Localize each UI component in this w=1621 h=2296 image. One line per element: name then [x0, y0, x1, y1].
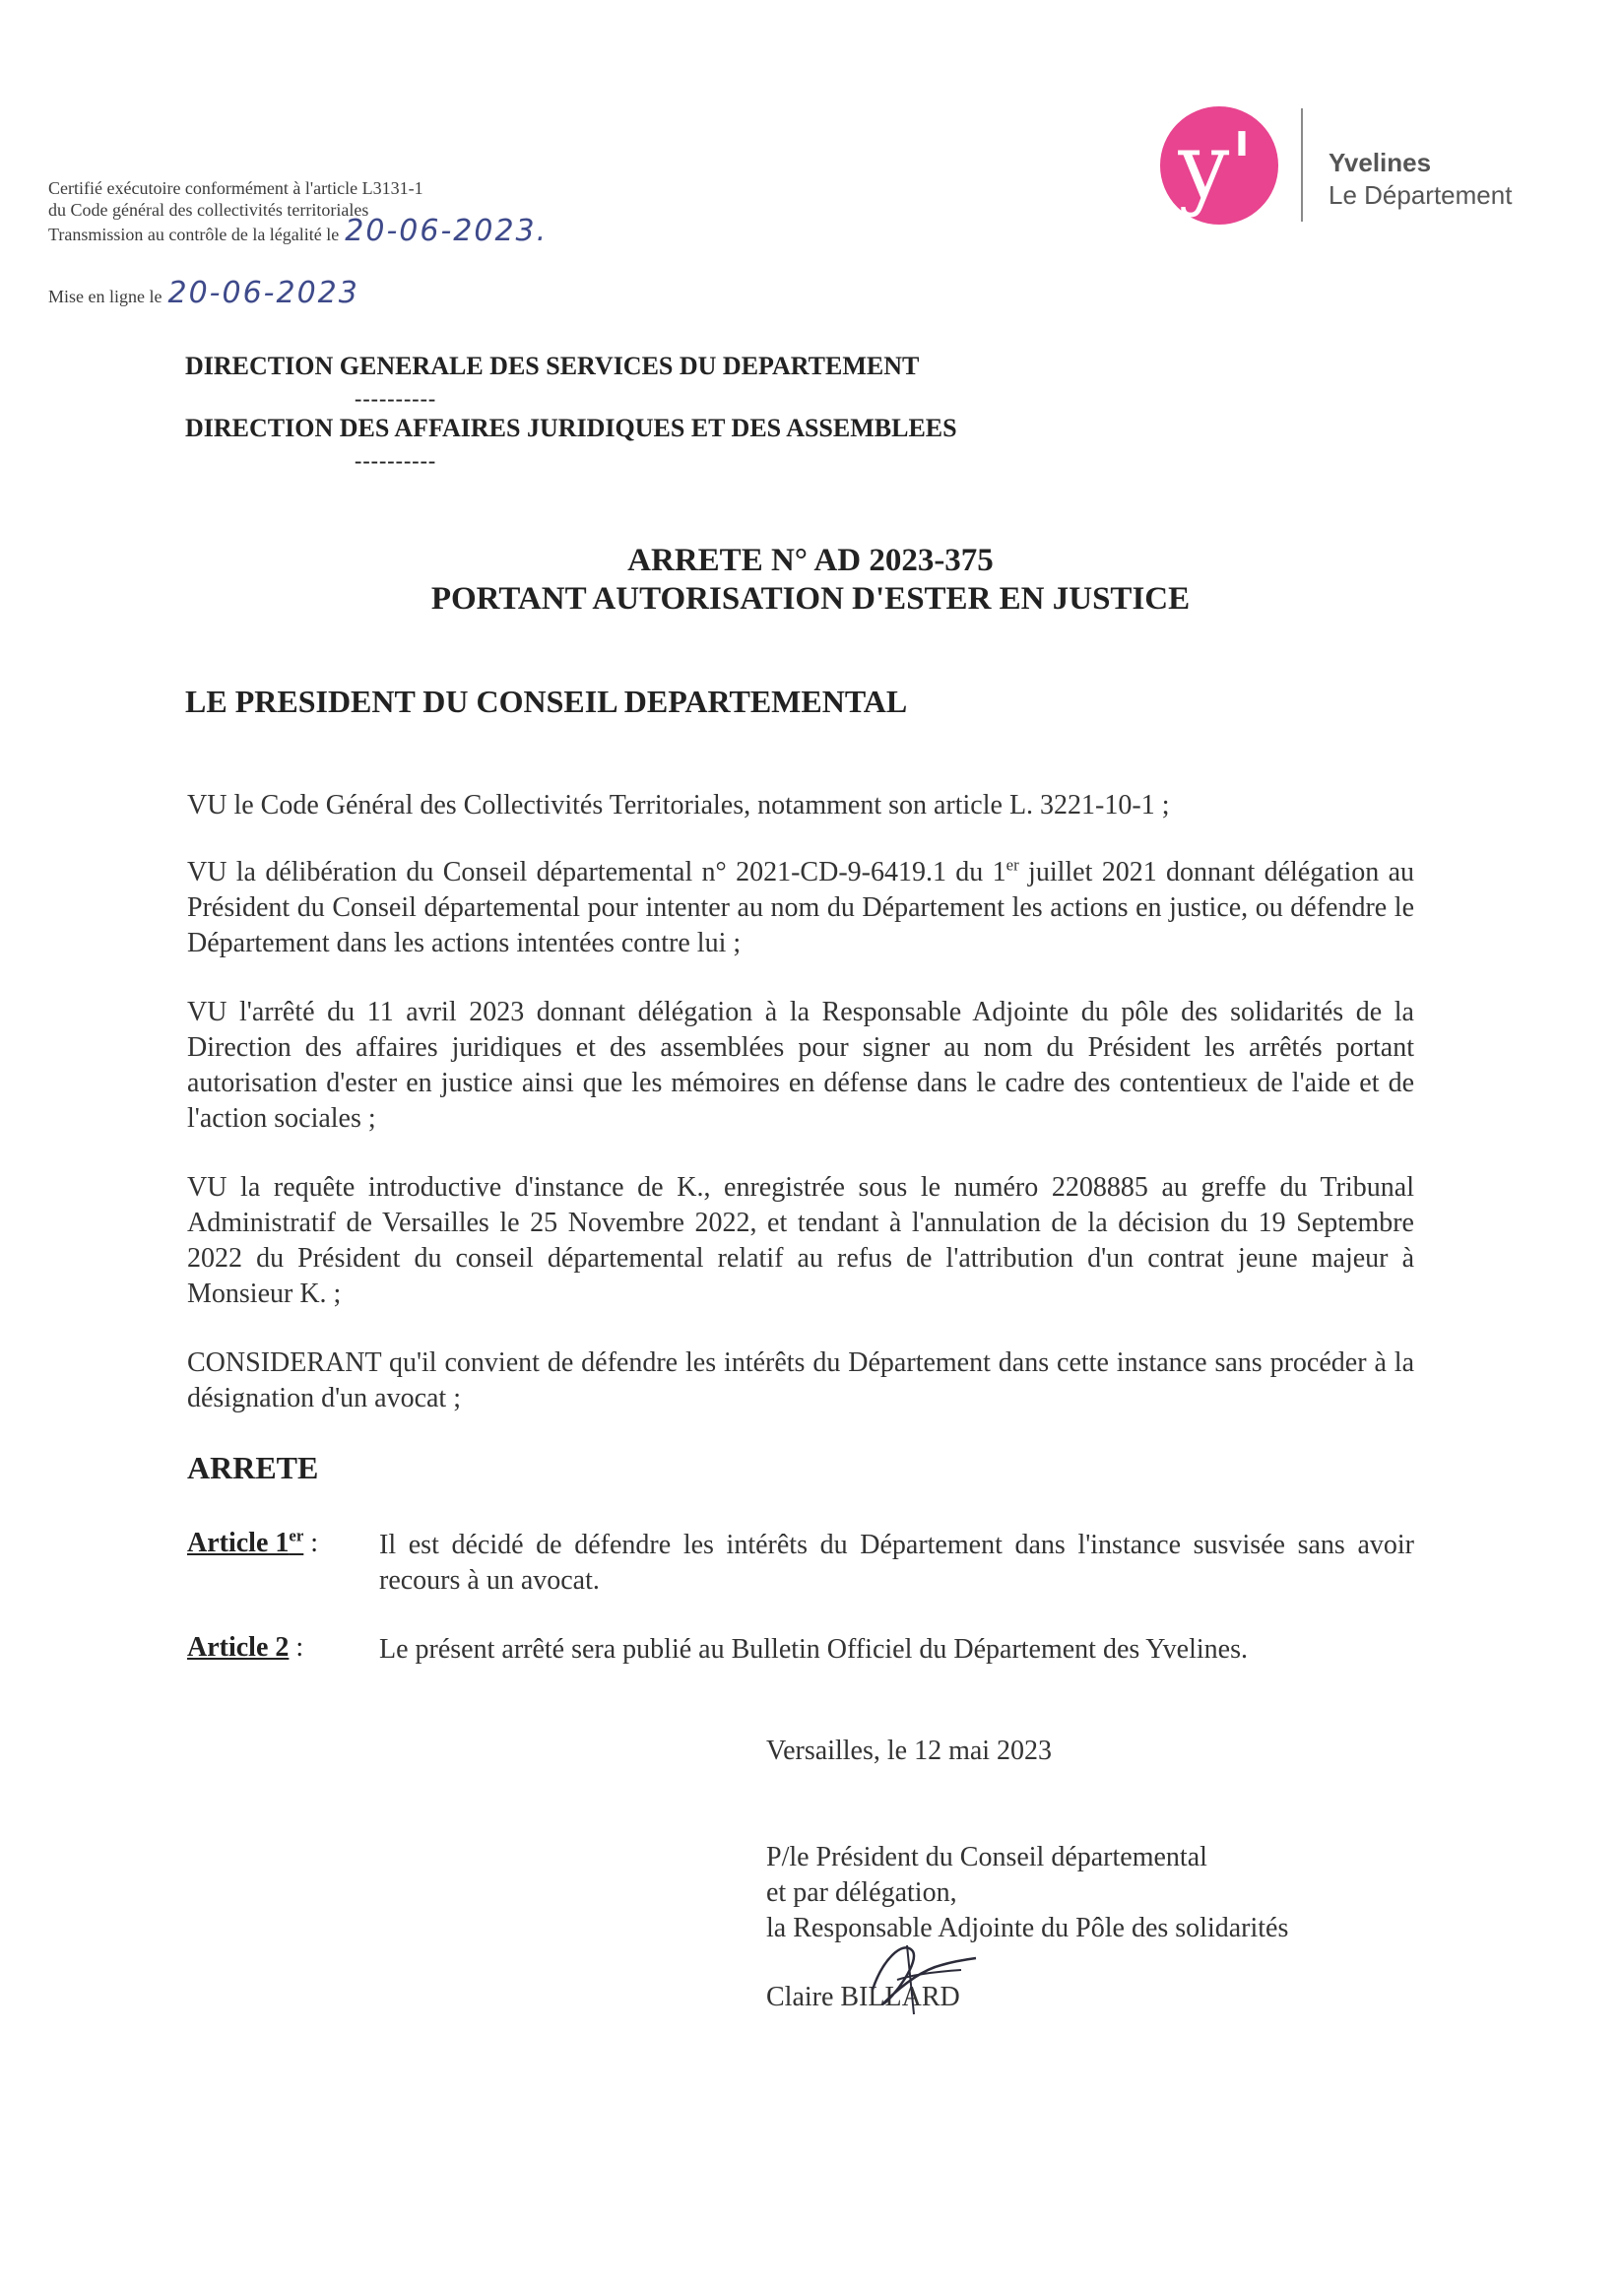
- signature-line-3: la Responsable Adjointe du Pôle des solidarités: [766, 1913, 1289, 1943]
- article-2-label-text: Article 2: [187, 1632, 290, 1663]
- transmission-date: 20-06-2023.: [345, 214, 549, 248]
- visa-deliberation: [187, 855, 1414, 961]
- article-1-text: Il est décidé de défendre les intérêts du Département dans l'instance susvisée sans avoir recours à un avocat.: [379, 1530, 1414, 1596]
- certification-line-2: du Code général des collectivités territoriales: [48, 200, 369, 220]
- logo-mark: y': [1178, 113, 1255, 219]
- yvelines-logo-icon: [1160, 106, 1278, 225]
- place-date: Versailles, le 12 mai 2023: [766, 1736, 1053, 1766]
- transmission-label: Transmission au contrôle de la légalité le: [48, 225, 340, 244]
- visa-deliberation-end: juillet 2021 donnant délégation au Président du Conseil départemental pour intenter au nom du Département les actions en justice, ou défendre le Département dans les actions intentées contre lui ;: [187, 857, 1414, 958]
- logo-divider: [1301, 108, 1303, 222]
- visa-code: VU le Code Général des Collectivités Territoriales, notamment son article L. 3221-10-1 ;: [187, 790, 1170, 820]
- signature-line-2: et par délégation,: [766, 1877, 957, 1908]
- online-date: 20-06-2023: [167, 276, 359, 310]
- logo-name: Yvelines: [1329, 148, 1432, 177]
- certification-line-3: [48, 214, 659, 248]
- handwritten-signature-icon: [853, 1931, 991, 2019]
- article-1-label: [187, 1528, 318, 1559]
- decree-subject: PORTANT AUTORISATION D'ESTER EN JUSTICE: [430, 581, 1191, 617]
- signature-line-1: P/le Président du Conseil départemental: [766, 1842, 1207, 1872]
- article-1-label-text: Article 1: [187, 1528, 290, 1558]
- visa-deliberation-start: VU la délibération du Conseil départemental n° 2021-CD-9-6419.1 du 1: [187, 857, 1006, 887]
- article-2-colon: :: [289, 1632, 304, 1663]
- certification-stamp: [48, 177, 659, 248]
- separator-1: ----------: [355, 386, 437, 411]
- article-2-label: [187, 1632, 303, 1664]
- logo-subtitle: Le Département: [1329, 180, 1513, 210]
- visa-arrete: VU l'arrêté du 11 avril 2023 donnant délégation à la Responsable Adjointe du pôle des solidarités de la Direction des affaires juridiques et des assemblées pour signer au nom du Président les arrêtés portant autorisation d'ester en justice ainsi que les mémoires en défense dans le cadre des contentieux de l'aide et de l'action sociales ;: [187, 997, 1414, 1134]
- direction-legal: DIRECTION DES AFFAIRES JURIDIQUES ET DES ASSEMBLEES: [185, 414, 957, 442]
- authority-heading: LE PRESIDENT DU CONSEIL DEPARTEMENTAL: [185, 684, 908, 719]
- decree-number: ARRETE N° AD 2023-375: [627, 543, 994, 578]
- article-2-text: Le présent arrêté sera publié au Bulletin Officiel du Département des Yvelines.: [379, 1634, 1248, 1665]
- arrete-heading: ARRETE: [187, 1450, 319, 1485]
- visa-requete: VU la requête introductive d'instance de K., enregistrée sous le numéro 2208885 au greffe du Tribunal Administratif de Versailles le 25 Novembre 2022, et tendant à l'annulation de la décision du 19 Septembre 2022 du Président du conseil départemental relatif au refus de l'attribution d'un contrat jeune majeur à Monsieur K. ;: [187, 1172, 1414, 1309]
- online-publication: [48, 276, 359, 310]
- visa-deliberation-sup: er: [1005, 855, 1019, 875]
- separator-2: ----------: [355, 448, 437, 473]
- considerant: CONSIDERANT qu'il convient de défendre les intérêts du Département dans cette instance sans procéder à la désignation d'un avocat ;: [187, 1347, 1414, 1413]
- online-label: Mise en ligne le: [48, 287, 162, 306]
- article-1-sup: er: [289, 1526, 304, 1545]
- article-1-colon: :: [303, 1528, 319, 1558]
- signatory-name: Claire BILLARD: [766, 1982, 960, 2012]
- direction-general: DIRECTION GENERALE DES SERVICES DU DEPARTEMENT: [185, 352, 920, 380]
- certification-line-1: Certifié exécutoire conformément à l'article L3131-1: [48, 178, 423, 198]
